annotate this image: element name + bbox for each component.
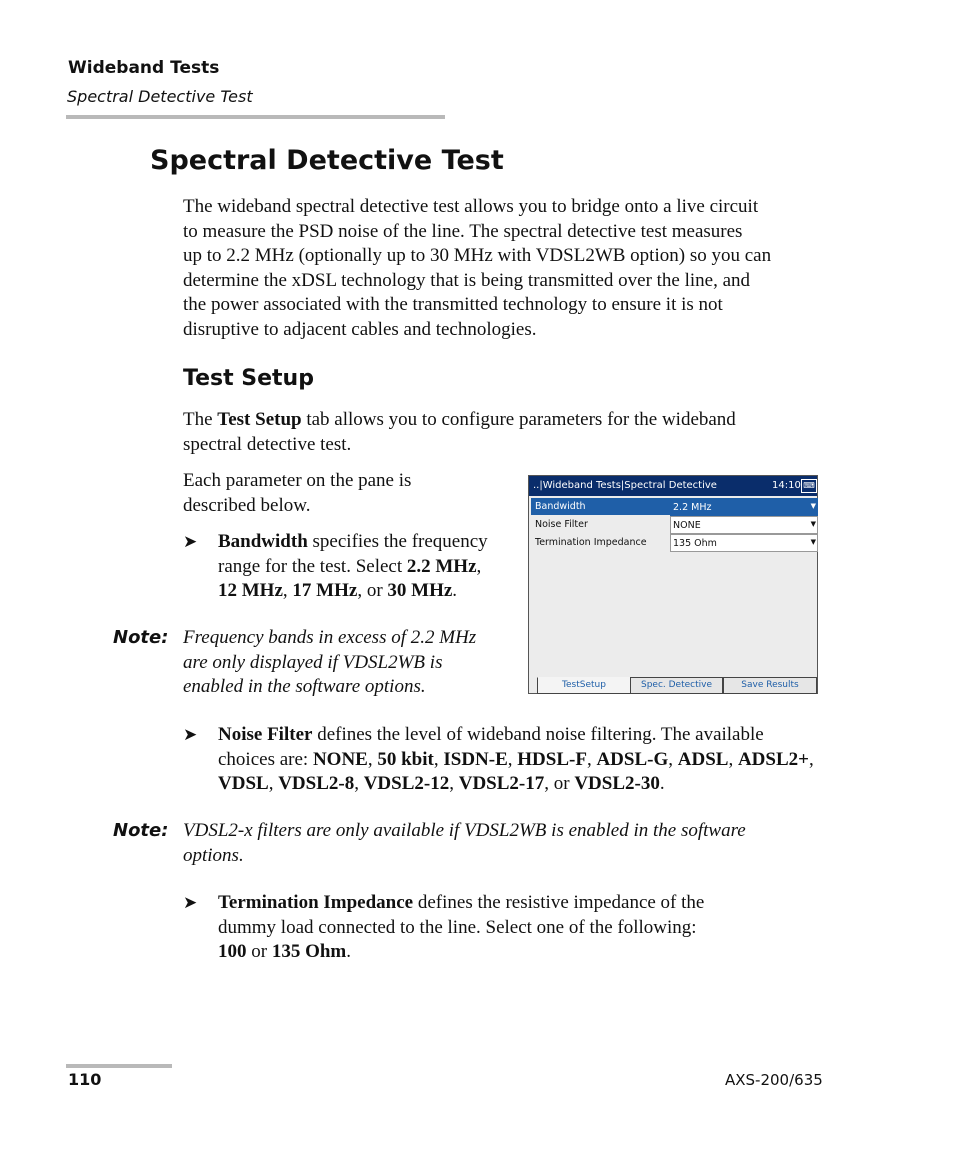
text: , xyxy=(282,580,293,602)
page-title: Spectral Detective Test xyxy=(150,145,504,176)
setup-paragraph xyxy=(183,408,736,457)
termination-select[interactable] xyxy=(670,534,818,552)
option: 50 kbit xyxy=(377,748,434,770)
device-screenshot xyxy=(528,475,818,694)
chevron-down-icon: ▼ xyxy=(810,502,816,510)
device-row-termination[interactable] xyxy=(531,534,817,551)
note-vdsl2-filters xyxy=(113,819,833,869)
device-breadcrumb: ..|Wideband Tests|Spectral Detective xyxy=(533,480,717,491)
note-text xyxy=(183,819,746,868)
text: options. xyxy=(183,844,244,866)
intro-line: the power associated with the transmitted technology to ensure it is not xyxy=(183,294,723,316)
option: VDSL2-30 xyxy=(574,773,660,795)
text: are only displayed if VDSL2WB is xyxy=(183,651,443,673)
text: dummy load connected to the line. Select one of the following: xyxy=(218,916,697,938)
tab-test-setup[interactable]: TestSetup xyxy=(537,677,631,694)
bullet-text: Noise Filter defines the level of wideband noise filtering. The available choices are: NONE, 50 kbit, ISDN-E, HDSL-F, ADSL-G, ADSL, ADSL2+, VDSL, VDSL2-8, VDSL2-12, VDSL2-17, or VDSL2-30. xyxy=(218,724,814,795)
running-header-subsection: Spectral Detective Test xyxy=(67,87,253,106)
option: 30 MHz xyxy=(387,580,453,602)
text: defines the resistive impedance of the xyxy=(413,892,705,913)
option: ADSL2+ xyxy=(737,748,809,770)
text: . xyxy=(452,580,458,602)
intro-line: disruptive to adjacent cables and technologies. xyxy=(183,318,537,340)
text: Frequency bands in excess of 2.2 MHz xyxy=(183,627,477,648)
page-number: 110 xyxy=(68,1070,102,1089)
tab-save-results[interactable]: Save Results xyxy=(723,677,817,694)
select-value: 135 Ohm xyxy=(673,538,717,549)
device-clock: 14:10 xyxy=(772,480,801,491)
noise-filter-select[interactable] xyxy=(670,516,818,534)
text: enabled in the software options. xyxy=(183,676,426,698)
option: HDSL-F xyxy=(517,748,587,770)
bullet-termination-impedance xyxy=(183,891,823,966)
intro-line: determine the xDSL technology that is being transmitted over the line, and xyxy=(183,269,751,291)
bullet-bandwidth xyxy=(183,530,523,605)
text: VDSL2-x filters are only available if VDSL2WB is enabled in the software xyxy=(183,820,746,841)
footer-rule xyxy=(66,1064,172,1068)
bullet-arrow-icon: ➤ xyxy=(183,893,198,913)
text: Each parameter on the pane is xyxy=(183,470,412,491)
bullet-arrow-icon: ➤ xyxy=(183,725,198,745)
text: spectral detective test. xyxy=(183,433,352,455)
term-test-setup: Test Setup xyxy=(217,409,302,430)
text: The xyxy=(183,409,218,430)
select-value: NONE xyxy=(673,520,701,531)
option: ADSL-G xyxy=(596,748,669,770)
option: VDSL2-12 xyxy=(363,773,450,795)
chevron-down-icon: ▼ xyxy=(810,538,816,546)
intro-line: to measure the PSD noise of the line. The spectral detective test measures xyxy=(183,220,743,242)
text: choices are: xyxy=(218,748,313,770)
device-row-noise-filter[interactable] xyxy=(531,516,817,533)
running-header-section: Wideband Tests xyxy=(68,58,220,78)
note-frequency-bands xyxy=(113,626,513,701)
device-tab-bar xyxy=(529,677,817,693)
option: ADSL xyxy=(677,748,729,770)
option: 100 xyxy=(218,941,247,963)
chevron-down-icon: ▼ xyxy=(810,520,816,528)
note-label: Note: xyxy=(113,820,169,841)
option: VDSL2-17 xyxy=(458,773,545,795)
product-model: AXS-200/635 xyxy=(725,1071,823,1089)
bullet-arrow-icon: ➤ xyxy=(183,532,198,552)
section-heading-test-setup: Test Setup xyxy=(183,366,314,391)
option: 135 Ohm xyxy=(271,941,347,963)
intro-line: up to 2.2 MHz (optionally up to 30 MHz with VDSL2WB option) so you can xyxy=(183,245,772,267)
text: defines the level of wideband noise filtering. The available xyxy=(312,724,764,745)
device-row-bandwidth[interactable] xyxy=(531,498,817,515)
bandwidth-select[interactable] xyxy=(670,498,818,516)
intro-line: The wideband spectral detective test allows you to bridge onto a live circuit xyxy=(183,196,759,217)
term-bandwidth: Bandwidth xyxy=(218,531,308,552)
text: , xyxy=(476,555,482,577)
option: ISDN-E xyxy=(443,748,508,770)
intro-paragraph xyxy=(183,195,771,343)
parameters-intro xyxy=(183,469,411,518)
option: VDSL2-8 xyxy=(278,773,355,795)
bullet-text xyxy=(218,530,488,604)
option: VDSL xyxy=(218,773,269,795)
note-text xyxy=(183,626,476,700)
select-value: 2.2 MHz xyxy=(673,502,712,513)
row-label: Noise Filter xyxy=(535,519,588,530)
text: described below. xyxy=(183,494,311,516)
text: specifies the frequency xyxy=(307,531,488,552)
option: 17 MHz xyxy=(292,580,358,602)
row-label: Bandwidth xyxy=(535,501,586,512)
note-label: Note: xyxy=(113,627,169,648)
option: 2.2 MHz xyxy=(406,555,477,577)
option: NONE xyxy=(312,748,368,770)
bullet-text xyxy=(218,891,704,965)
text: . xyxy=(346,941,352,963)
row-label: Termination Impedance xyxy=(535,537,647,548)
keyboard-icon[interactable]: ⌨ xyxy=(801,479,817,493)
term-termination-impedance: Termination Impedance xyxy=(218,892,414,913)
bullet-noise-filter xyxy=(183,723,823,798)
header-rule xyxy=(66,115,445,119)
option: 12 MHz xyxy=(218,580,283,602)
text: tab allows you to configure parameters for the wideband xyxy=(301,409,736,430)
text: or xyxy=(553,773,570,795)
tab-spec-detective[interactable]: Spec. Detective xyxy=(630,677,723,694)
text: or xyxy=(246,941,272,963)
text: range for the test. Select xyxy=(218,555,407,577)
term-noise-filter: Noise Filter xyxy=(218,724,313,745)
device-title-bar xyxy=(529,476,817,496)
text: , or xyxy=(357,580,388,602)
